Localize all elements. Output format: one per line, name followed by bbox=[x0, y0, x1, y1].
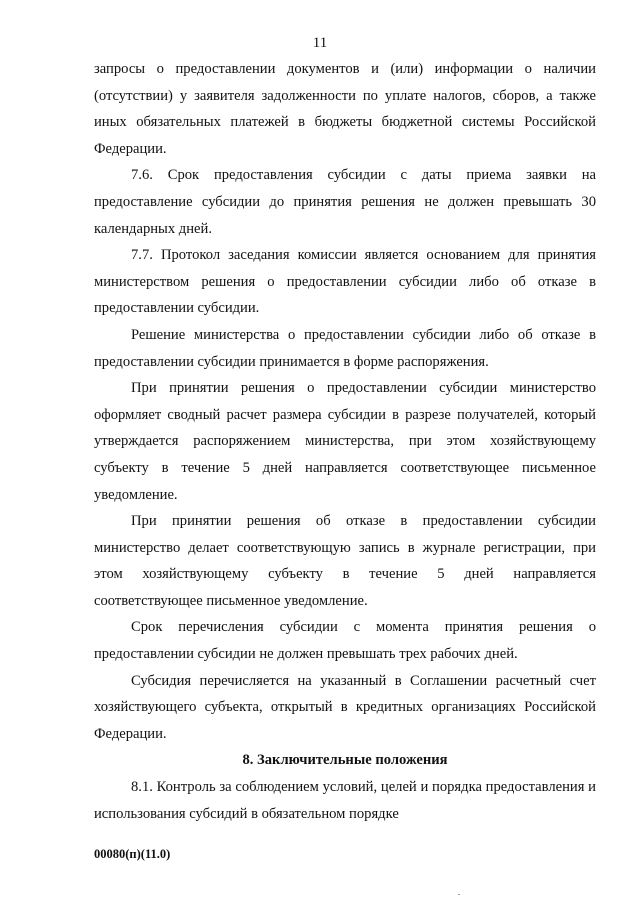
paragraph-8-1: 8.1. Контроль за соблюдением условий, целей и порядка предоставления и использования субсидий в обязательном порядке bbox=[94, 779, 596, 822]
paragraph-7-6: 7.6. Срок предоставления субсидии с даты приема заявки на предоставление субсидии до принятия решения не должен превышать 30 календарных дней. bbox=[94, 167, 596, 237]
document-code: 00080(п)(11.0) bbox=[94, 847, 171, 861]
section-heading: 8. Заключительные положения bbox=[242, 752, 448, 769]
paragraph-transfer-account: Субсидия перечисляется на указанный в Соглашении расчетный счет хозяйствующего субъекта, открытый в кредитных организациях Российской Федерации. bbox=[94, 672, 596, 742]
paragraph-7-7: 7.7. Протокол заседания комиссии является основанием для принятия министерством решения о предоставлении субсидии либо об отказе в предоставлении субсидии. bbox=[94, 247, 596, 317]
paragraph-transfer-deadline: Срок перечисления субсидии с момента принятия решения о предоставлении субсидии не должен превышать трех рабочих дней. bbox=[94, 619, 596, 663]
paragraph-refusal-notice: При принятии решения об отказе в предоставлении субсидии министерство делает соответствующую запись в журнале регистрации, при этом хозяйствующему субъекту в течение 5 дней направляется соответствующее письменное уведомление. bbox=[94, 513, 596, 609]
paragraph-decision-form: Решение министерства о предоставлении субсидии либо об отказе в предоставлении субсидии принимается в форме распоряжения. bbox=[94, 326, 596, 370]
page-number: 11 bbox=[312, 35, 328, 51]
paragraph-continuation: запросы о предоставлении документов и (или) информации о наличии (отсутствии) у заявителя задолженности по уплате налогов, сборов, а также иных обязательных платежей в бюджеты бюджетной системы Российской Федерации. bbox=[94, 61, 596, 157]
paragraph-approval-notice: При принятии решения о предоставлении субсидии министерство оформляет сводный расчет размера субсидии в разрезе получателей, который утверждается распоряжением министерства, при этом хозяйствующему субъекту в течение 5 дней направляется соответствующее письменное уведомление. bbox=[94, 380, 596, 503]
document-body bbox=[94, 56, 596, 827]
scan-speck bbox=[458, 894, 460, 895]
